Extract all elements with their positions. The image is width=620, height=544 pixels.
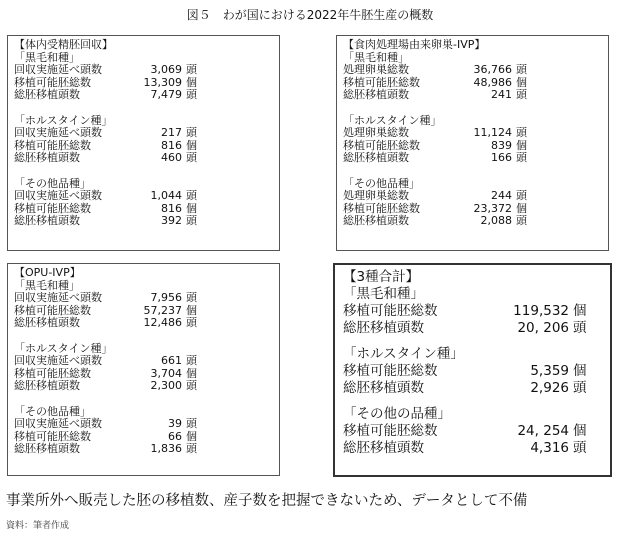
stat-value: 2,926 (530, 380, 569, 396)
stat-value: 241 (491, 88, 512, 101)
breed-group (343, 406, 602, 457)
stat-value: 3,704 (150, 366, 182, 380)
stat-value: 839 (491, 138, 512, 152)
stat-value: 2,088 (480, 214, 512, 227)
stat-unit: 個 (186, 138, 197, 152)
stat-label: 移植可能胚総数 (343, 138, 420, 152)
breed-name: 「黒毛和種」 (14, 50, 80, 64)
stat-value: 2,300 (150, 379, 182, 392)
box-title: 【3種合計】 (343, 269, 420, 285)
stat-label: 移植可能胚総数 (343, 363, 438, 379)
box-slaughterhouse-ovary-ivp (336, 35, 609, 251)
stat-unit: 頭 (573, 440, 587, 456)
stat-label: 回収実施延べ頭数 (14, 63, 102, 76)
breed-group (343, 115, 602, 165)
stat-unit: 個 (186, 201, 197, 215)
stat-row (14, 89, 273, 102)
stat-unit: 個 (573, 363, 587, 379)
stat-unit: 個 (186, 303, 197, 317)
stat-unit: 頭 (186, 442, 197, 455)
stat-value: 1,836 (150, 442, 182, 455)
stat-unit: 個 (516, 201, 527, 215)
stat-label: 総胚移植頭数 (14, 151, 80, 164)
stat-value: 23,372 (473, 201, 512, 215)
stat-unit: 個 (573, 423, 587, 439)
stat-value: 7,956 (150, 291, 182, 304)
stat-row (343, 127, 602, 140)
breed-name: 「ホルスタイン種」 (343, 346, 464, 362)
breed-group (14, 52, 273, 102)
stat-row (14, 190, 273, 203)
stat-label: 移植可能胚総数 (343, 423, 438, 439)
stat-unit: 頭 (516, 151, 527, 164)
stat-unit: 頭 (186, 189, 197, 202)
breed-name: 「ホルスタイン種」 (14, 113, 113, 127)
breed-group (343, 178, 602, 228)
stat-label: 総胚移植頭数 (343, 320, 424, 336)
stat-value: 217 (161, 126, 182, 139)
stat-label: 移植可能胚総数 (14, 429, 91, 443)
box-three-breed-total (333, 263, 612, 477)
stat-label: 移植可能胚総数 (14, 366, 91, 380)
stat-label: 総胚移植頭数 (343, 440, 424, 456)
stat-row (14, 127, 273, 140)
stat-unit: 個 (186, 75, 197, 89)
breed-name: 「その他品種」 (343, 176, 420, 190)
stat-unit: 個 (516, 75, 527, 89)
box-title: 【食肉処理場由来卵巣-IVP】 (343, 38, 486, 51)
stat-row (343, 64, 602, 77)
stat-value: 24, 254 (517, 423, 569, 439)
stat-label: 総胚移植頭数 (343, 151, 409, 164)
stat-unit: 頭 (516, 88, 527, 101)
stat-label: 回収実施延べ頭数 (14, 189, 102, 202)
stat-unit: 頭 (186, 316, 197, 329)
stat-label: 移植可能胚総数 (343, 201, 420, 215)
stat-value: 392 (161, 214, 182, 227)
breed-name: 「ホルスタイン種」 (14, 341, 113, 355)
breed-group (14, 343, 273, 393)
stat-unit: 頭 (573, 380, 587, 396)
stat-value: 816 (161, 138, 182, 152)
stat-value: 244 (491, 189, 512, 202)
stat-unit: 頭 (516, 126, 527, 139)
stat-value: 12,486 (143, 316, 182, 329)
stat-value: 11,124 (473, 126, 512, 139)
stat-label: 回収実施延べ頭数 (14, 126, 102, 139)
stat-value: 57,237 (143, 303, 182, 317)
breed-name: 「ホルスタイン種」 (343, 113, 442, 127)
stat-label: 移植可能胚総数 (14, 201, 91, 215)
stat-row (14, 152, 273, 165)
stat-label: 処理卵巣総数 (343, 126, 409, 139)
breed-name: 「その他品種」 (14, 404, 91, 418)
stat-unit: 頭 (516, 214, 527, 227)
stat-unit: 頭 (186, 417, 197, 430)
stat-unit: 頭 (516, 63, 527, 76)
source-note: 資料：筆者作成 (6, 521, 70, 531)
stat-unit: 個 (186, 429, 197, 443)
box-opu-ivp (7, 263, 280, 476)
footnote: 事業所外へ販売した胚の移植数、産子数を把握できないため、データとして不備 (6, 493, 528, 509)
breed-name: 「黒毛和種」 (343, 286, 424, 302)
stat-unit: 頭 (186, 354, 197, 367)
stat-unit: 頭 (186, 126, 197, 139)
stat-label: 移植可能胚総数 (14, 138, 91, 152)
stat-row (14, 215, 273, 228)
box-title: 【体内受精胚回収】 (14, 38, 113, 51)
stat-row (343, 215, 602, 228)
stat-value: 3,069 (150, 63, 182, 76)
figure-title: 図５ わが国における2022年牛胚生産の概数 (186, 8, 434, 22)
stat-row (14, 418, 273, 431)
stat-row (343, 89, 602, 102)
stat-row (14, 355, 273, 368)
stat-label: 回収実施延べ頭数 (14, 354, 102, 367)
stat-label: 総胚移植頭数 (343, 88, 409, 101)
stat-label: 総胚移植頭数 (14, 379, 80, 392)
stat-row (343, 190, 602, 203)
stat-label: 総胚移植頭数 (343, 380, 424, 396)
stat-value: 5,359 (530, 363, 569, 379)
stat-unit: 個 (516, 138, 527, 152)
stat-row (14, 64, 273, 77)
stat-label: 移植可能胚総数 (14, 303, 91, 317)
stat-label: 総胚移植頭数 (14, 214, 80, 227)
stat-row (343, 423, 602, 440)
breed-name: 「その他の品種」 (343, 406, 451, 422)
stat-row (14, 380, 273, 393)
stat-label: 回収実施延べ頭数 (14, 417, 102, 430)
stat-value: 66 (168, 429, 182, 443)
stat-row (343, 363, 602, 380)
stat-value: 39 (168, 417, 182, 430)
stat-label: 処理卵巣総数 (343, 189, 409, 202)
breed-group (343, 346, 602, 397)
stat-value: 36,766 (473, 63, 512, 76)
stat-unit: 頭 (186, 291, 197, 304)
stat-value: 119,532 (513, 303, 569, 319)
stat-value: 166 (491, 151, 512, 164)
stat-unit: 頭 (186, 214, 197, 227)
stat-label: 回収実施延べ頭数 (14, 291, 102, 304)
stat-unit: 頭 (186, 63, 197, 76)
stat-label: 移植可能胚総数 (343, 303, 438, 319)
breed-group (14, 178, 273, 228)
stat-unit: 頭 (186, 151, 197, 164)
stat-value: 816 (161, 201, 182, 215)
stat-value: 661 (161, 354, 182, 367)
stat-value: 1,044 (150, 189, 182, 202)
breed-group (14, 280, 273, 330)
stat-label: 総胚移植頭数 (14, 88, 80, 101)
breed-group (343, 52, 602, 102)
breed-name: 「黒毛和種」 (343, 50, 409, 64)
stat-row (343, 380, 602, 397)
stat-label: 移植可能胚総数 (343, 75, 420, 89)
breed-group (14, 115, 273, 165)
stat-unit: 頭 (573, 320, 587, 336)
stat-value: 460 (161, 151, 182, 164)
stat-row (343, 303, 602, 320)
stat-label: 総胚移植頭数 (14, 442, 80, 455)
stat-row (343, 152, 602, 165)
stat-unit: 頭 (186, 379, 197, 392)
stat-value: 13,309 (143, 75, 182, 89)
stat-unit: 個 (573, 303, 587, 319)
stat-value: 48,986 (473, 75, 512, 89)
stat-unit: 頭 (516, 189, 527, 202)
stat-row (343, 440, 602, 457)
stat-label: 移植可能胚総数 (14, 75, 91, 89)
breed-name: 「黒毛和種」 (14, 278, 80, 292)
stat-value: 20, 206 (517, 320, 569, 336)
breed-name: 「その他品種」 (14, 176, 91, 190)
stat-row (14, 317, 273, 330)
stat-value: 7,479 (150, 88, 182, 101)
stat-label: 処理卵巣総数 (343, 63, 409, 76)
stat-row (343, 320, 602, 337)
box-title: 【OPU-IVP】 (14, 266, 81, 279)
stat-unit: 個 (186, 366, 197, 380)
stat-row (14, 443, 273, 456)
stat-label: 総胚移植頭数 (14, 316, 80, 329)
stat-value: 4,316 (530, 440, 569, 456)
stat-unit: 頭 (186, 88, 197, 101)
breed-group (343, 286, 602, 337)
stat-row (14, 292, 273, 305)
box-in-vivo-embryo-collection (7, 35, 280, 251)
stat-label: 総胚移植頭数 (343, 214, 409, 227)
breed-group (14, 406, 273, 456)
